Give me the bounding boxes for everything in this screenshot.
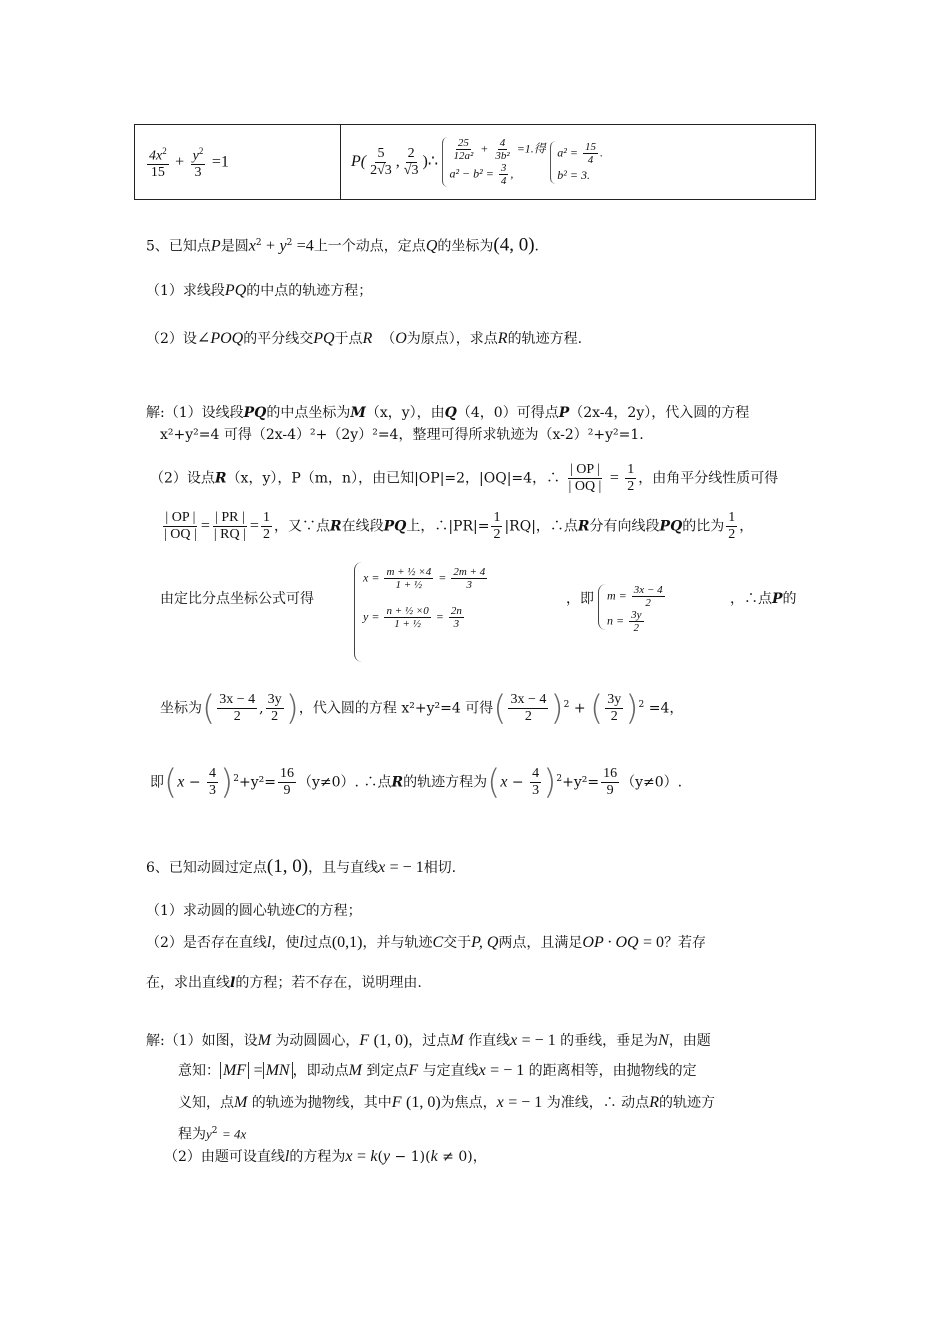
problem-6-intro: 6、已知动圆过定点(1, 0)，且与直线x = − 1相切. [146, 856, 457, 877]
solution-5-line-6: 坐标为( $\frac{3x - 4}{2}$ , $\frac{3y}{2}$ )，代入圆的方程 x²+y²=4 可得( $\frac{3x - 4}{2}$ )$^2$ + ( $\frac{3y}{2}$ )$^2$ =4， [160, 688, 684, 729]
problem-5-q2: （2）设∠POQ的平分线交PQ于点R （O为原点），求点R的轨迹方程. [146, 330, 583, 347]
solution-6-line-5: （2）由题可设直线l的方程为x = k(y − 1)(k ≠ 0)， [164, 1148, 487, 1165]
table-cell-left: $\frac{4x^2}{15}$ + $\frac{y^2}{3}$ =1 [135, 125, 341, 200]
solution-6-line-1: 解:（1）如图，设M 为动圆圆心，F (1, 0)，过点M 作直线x = − 1 的垂线，垂足为N，由题 [146, 1032, 711, 1049]
solution-5-line-2: x²+y²=4 可得（2x-4）²+（2y）²=4，整理可得所求轨迹为（x-2）²+y²=1. [160, 427, 644, 443]
system-equations-2: a² = $\frac{15}{4}$ . b² = 3. [550, 141, 603, 184]
solution-6-line-2: 意知： MF = MN ，即动点M 到定点F 与定直线x = − 1 的距离相等，由抛物线的定 [178, 1062, 697, 1079]
answer-table [134, 124, 816, 200]
problem-6-q1: （1）求动圆的圆心轨迹C的方程； [146, 902, 362, 919]
solution-5-line-4: $\frac{| OP |}{| OQ |}$ = $\frac{| PR |}{| RQ |}$ = $\frac{1}{2}$ ，又∵点R在线段PQ上，∴|PR|= $\frac{1}{2}$ |RQ|，∴点R分有向线段PQ的比为 $\frac{1}{2}$ ， [164, 510, 754, 542]
problem-5-q1: （1）求线段PQ的中点的轨迹方程； [146, 282, 373, 299]
solution-6-line-3: 义知，点M 的轨迹为抛物线，其中F (1, 0)为焦点，x = − 1 为准线，∴ 动点R的轨迹方 [178, 1094, 715, 1111]
table-cell-right: P( $\frac{5}{2√3}$ , $\frac{2}{√3}$ )∴ $\frac{25}{\text{12a²}}$ + $\frac{4}{\text{3b²}}$ =1.得 a² − b² = $\frac{3}{4}$ , a² = $\frac{15}{4}$ . b² = 3. [341, 125, 816, 200]
system-equations-1: $\frac{25}{\text{12a²}}$ + $\frac{4}{\text{3b²}}$ =1.得 a² − b² = $\frac{3}{4}$ , [442, 137, 545, 187]
solution-5-line-5: 由定比分点坐标公式可得 [160, 591, 314, 607]
solution-5-line-1: 解:（1）设线段PQ的中点坐标为M（x，y），由Q（4，0）可得点P（2x-4，2y），代入圆的方程 [146, 405, 750, 421]
solution-5-line-5c: ，∴点P的 [730, 591, 797, 607]
mn-system: m = $\frac{3x - 4}{2}$ n = $\frac{3y}{2}$ [598, 584, 731, 630]
solution-5-line-7: 即(x − $\frac{4}{3}$ )$^2$+y²= $\frac{16}{9}$ （y≠0）. ∴点R的轨迹方程为(x − $\frac{4}{3}$ )$^2$+y²= $\frac{16}{9}$ （y≠0）. [150, 762, 683, 803]
problem-6-q2-cont: 在，求出直线l的方程；若不存在，说明理由. [146, 975, 422, 991]
problem-5-intro: 5、已知点P是圆$x^2 + y^2 =4$上一个动点，定点Q的坐标为(4, 0). [146, 234, 539, 256]
section-formula-system: x = $\frac{\text{m + ½ ×4}}{\text{1 + ½}}$ = $\frac{2m + 4}{3}$ y = $\frac{\text{n + ½ ×0}}{\text{1 + ½}}$ = $\frac{2n}{3}$ [354, 562, 573, 662]
solution-6-line-4: 程为$y^2 = 4x$ [178, 1126, 247, 1143]
problem-6-q2: （2）是否存在直线l，使l过点(0,1)，并与轨迹C交于P, Q两点，且满足OP · OQ = 0？若存 [146, 934, 707, 951]
solution-5-line-3: （2）设点R（x，y），P（m，n），由已知|OP|=2，|OQ|=4，∴ $\frac{| OP |}{| OQ |}$ = $\frac{1}{2}$ ，由角平分线性质可得 [150, 462, 779, 494]
solution-5-line-5b: ，即 [566, 591, 594, 607]
